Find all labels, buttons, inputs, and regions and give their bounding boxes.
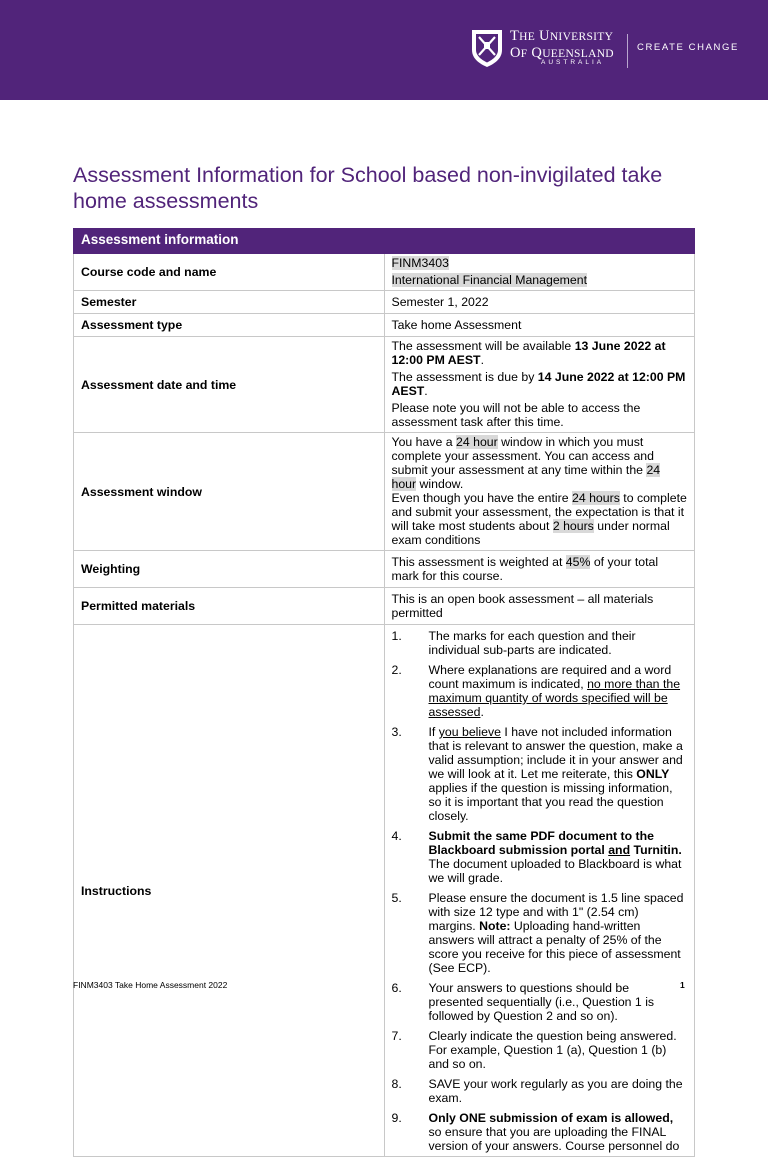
label-course: Course code and name — [74, 254, 385, 291]
value-semester: Semester 1, 2022 — [384, 291, 695, 314]
list-item: 6. Your answers to questions should be presented sequentially (i.e., Question 1 is followed by Question 2 and so on). — [391, 981, 655, 1023]
table-heading: Assessment information — [74, 229, 695, 254]
value-instructions — [384, 625, 695, 1157]
value-materials: This is an open book assessment – all materials permitted — [384, 588, 695, 625]
header-divider — [627, 34, 628, 68]
label-semester: Semester — [74, 291, 385, 314]
list-item: 4. Submit the same PDF document to the Blackboard submission portal and Turnitin. The document uploaded to Blackboard is what we will grade. — [391, 829, 682, 885]
value-weighting: This assessment is weighted at 45% of your total mark for this course. — [384, 551, 695, 588]
label-instructions: Instructions — [74, 625, 385, 1157]
list-item: 2. Where explanations are required and a word count maximum is indicated, no more than the maximum quantity of words specified will be assessed. — [391, 663, 681, 719]
course-name: International Financial Management — [391, 273, 588, 287]
value-date: The assessment will be available 13 June 2022 at 12:00 PM AEST. The assessment is due by 14 June 2022 at 12:00 PM AEST. Please note you will not be able to access the assessment task after this time. — [384, 337, 695, 433]
label-date: Assessment date and time — [74, 337, 385, 433]
row-course — [74, 254, 695, 291]
page-title: Assessment Information for School based non-invigilated take home assessments — [73, 163, 663, 213]
row-date — [74, 337, 695, 433]
list-item: 3. If you believe I have not included information that is relevant to answer the question, make a valid assumption; include it in your answer and we will look at it. Let me reiterate, this ONLY applies if the question is missing information, so it is important that you read the question closely. — [391, 725, 683, 823]
available-date: 13 June 2022 at 12:00 PM AEST — [391, 339, 666, 367]
footer-text: FINM3403 Take Home Assessment 2022 — [73, 980, 228, 990]
row-type — [74, 314, 695, 337]
header-banner — [0, 0, 768, 100]
label-window: Assessment window — [74, 433, 385, 551]
list-item: 5. Please ensure the document is 1.5 line spaced with size 12 type and with 1" (2.54 cm) margins. Note: Uploading hand-written answers will attract a penalty of 25% of the score you receive for this piece of assessment (See ECP). — [391, 891, 684, 975]
label-weighting: Weighting — [74, 551, 385, 588]
row-weighting — [74, 551, 695, 588]
university-country: AUSTRALIA — [541, 59, 605, 66]
row-window — [74, 433, 695, 551]
value-type: Take home Assessment — [384, 314, 695, 337]
page-number: 1 — [680, 980, 685, 990]
list-item: 9. Only ONE submission of exam is allowed, so ensure that you are uploading the FINAL version of your answers. Course personnel do — [391, 1111, 680, 1153]
instructions-list — [392, 629, 688, 1153]
label-materials: Permitted materials — [74, 588, 385, 625]
value-course — [384, 254, 695, 291]
list-item: 7. Clearly indicate the question being answered. For example, Question 1 (a), Question 1 (b) and so on. — [391, 1029, 677, 1071]
course-code: FINM3403 — [391, 256, 449, 270]
list-item: 1. The marks for each question and their individual sub-parts are indicated. — [391, 629, 636, 657]
row-materials — [74, 588, 695, 625]
university-name: THE UNIVERSITY OF QUEENSLAND — [510, 28, 614, 61]
due-date: 14 June 2022 at 12:00 PM AEST — [391, 370, 686, 398]
assessment-info-table — [73, 228, 695, 1157]
uq-crest-icon — [470, 28, 504, 68]
tagline: CREATE CHANGE — [637, 42, 739, 53]
list-item: 8. SAVE your work regularly as you are doing the exam. — [391, 1077, 683, 1105]
value-window: You have a 24 hour window in which you must complete your assessment. You can access and submit your assessment at any time within the 24 hour window. Even though you have the entire 24 hours to complete and submit your assessment, the expectation is that it will take most students about 2 hours under normal exam conditions — [384, 433, 695, 551]
row-semester — [74, 291, 695, 314]
row-instructions — [74, 625, 695, 1157]
label-type: Assessment type — [74, 314, 385, 337]
